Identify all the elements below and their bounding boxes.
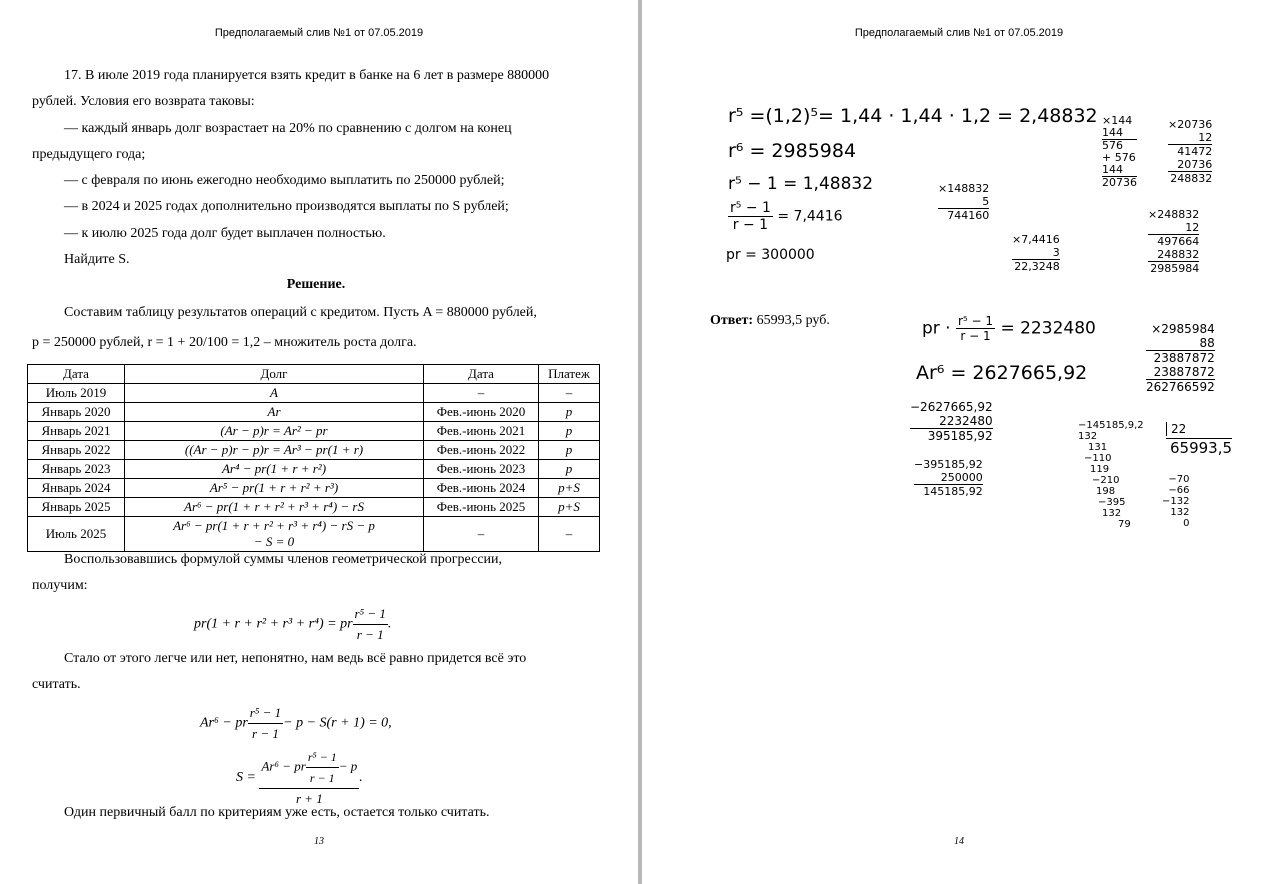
calc-line: 41472 bbox=[1168, 144, 1212, 158]
table-cell: Июль 2025 bbox=[28, 517, 125, 552]
calc-line: ×144 bbox=[1102, 114, 1133, 127]
handwritten-text: pr · bbox=[922, 318, 951, 339]
handwritten-line: pr = 300000 bbox=[726, 247, 815, 263]
para-2-line-1: Стало от этого легче или нет, непонятно, нам ведь всё равно придется всё это bbox=[64, 651, 527, 666]
fraction-numerator: r⁵ − 1 bbox=[353, 604, 388, 625]
table-cell: Январь 2020 bbox=[28, 403, 125, 422]
fraction-denominator: r − 1 bbox=[960, 329, 991, 343]
handwritten-value: = 7,4416 bbox=[777, 208, 843, 225]
calc-line: −395 bbox=[1098, 497, 1126, 508]
calc-line: 20736 bbox=[1177, 158, 1213, 171]
calc-line: ×148832 bbox=[938, 182, 990, 195]
formula-1-fraction bbox=[353, 604, 388, 645]
handwritten-line: r⁵ =(1,2)⁵= 1,44 · 1,44 · 1,2 = 2,48832 bbox=[728, 105, 1098, 127]
calc-line: −2627665,92 bbox=[910, 400, 993, 414]
table-cell: p bbox=[539, 441, 600, 460]
calc-line: 395185,92 bbox=[910, 428, 993, 443]
answer-label: Ответ: bbox=[710, 313, 754, 328]
table-cell: Фев.-июнь 2022 bbox=[424, 441, 539, 460]
calc-line: 119 bbox=[1090, 464, 1110, 475]
table-cell: Фев.-июнь 2024 bbox=[424, 479, 539, 498]
table-row bbox=[28, 479, 600, 498]
table-row bbox=[28, 441, 600, 460]
calc-line: 88 bbox=[1199, 336, 1215, 350]
calc-line: ×248832 bbox=[1148, 208, 1200, 221]
table-cell: ((Ar − p)r − p)r = Ar³ − pr(1 + r) bbox=[125, 441, 424, 460]
table-row bbox=[28, 460, 600, 479]
page-number: 14 bbox=[954, 836, 964, 847]
table-cell: Фев.-июнь 2023 bbox=[424, 460, 539, 479]
calc-line: −70 bbox=[1168, 474, 1190, 485]
page-header: Предполагаемый слив №1 от 07.05.2019 bbox=[854, 27, 1064, 39]
answer bbox=[710, 312, 830, 330]
fraction-denominator: r − 1 bbox=[252, 726, 279, 741]
page-14 bbox=[642, 0, 1276, 884]
table-header-row bbox=[28, 365, 600, 384]
page-number: 13 bbox=[314, 836, 324, 847]
table-cell bbox=[125, 517, 424, 552]
calc-line: −145185,9,2 bbox=[1078, 420, 1144, 431]
formula-1-left: pr(1 + r + r² + r³ + r⁴) = pr bbox=[194, 616, 353, 632]
calc-line: 145185,92 bbox=[914, 484, 983, 498]
table-cell-line: − S = 0 bbox=[253, 534, 295, 549]
handwritten-calc bbox=[1102, 115, 1137, 189]
formula-2-left: Ar⁶ − pr bbox=[200, 715, 248, 731]
page-header: Предполагаемый слив №1 от 07.05.2019 bbox=[214, 27, 424, 39]
table-cell: p+S bbox=[539, 479, 600, 498]
handwritten-calc bbox=[1146, 322, 1215, 394]
calc-line: 0 bbox=[1183, 518, 1190, 529]
calc-line: 22,3248 bbox=[1012, 259, 1060, 273]
calc-line: + 576 bbox=[1102, 151, 1136, 164]
table-cell: Январь 2023 bbox=[28, 460, 125, 479]
calc-line: 23887872 bbox=[1146, 350, 1215, 365]
table-row bbox=[28, 498, 600, 517]
problem-line-1: 17. В июле 2019 года планируется взять кредит в банке на 6 лет в размере 880000 bbox=[64, 68, 550, 83]
calc-line: −210 bbox=[1092, 475, 1120, 486]
handwritten-value: = 2232480 bbox=[1000, 318, 1096, 339]
table-cell: Фев.-июнь 2021 bbox=[424, 422, 539, 441]
table-cell: – bbox=[424, 517, 539, 552]
calc-line: 248832 bbox=[1157, 248, 1200, 261]
handwritten-calc bbox=[914, 458, 983, 498]
table-cell: p bbox=[539, 460, 600, 479]
table-cell: Фев.-июнь 2020 bbox=[424, 403, 539, 422]
calc-line: 144 bbox=[1102, 163, 1123, 176]
problem-line-2: рублей. Условия его возврата таковы: bbox=[32, 94, 255, 109]
calc-line: 144 bbox=[1102, 126, 1123, 139]
calc-line: 132 bbox=[1170, 507, 1190, 518]
formula-1-end: . bbox=[387, 616, 392, 632]
table-header: Долг bbox=[125, 365, 424, 384]
table-cell-line: Ar⁶ − pr(1 + r + r² + r³ + r⁴) − rS − p bbox=[173, 518, 375, 533]
calc-line: ×2985984 bbox=[1151, 322, 1215, 336]
table-header: Дата bbox=[424, 365, 539, 384]
calc-line: 250000 bbox=[940, 471, 983, 484]
handwritten-divisor: 22 bbox=[1166, 422, 1186, 436]
para-2-line-2: считать. bbox=[32, 677, 81, 692]
problem-line-5: — с февраля по июнь ежегодно необходимо выплатить по 250000 рублей; bbox=[64, 173, 505, 188]
table-row bbox=[28, 403, 600, 422]
handwritten-calc bbox=[1162, 474, 1189, 529]
formula-3-end: . bbox=[359, 770, 363, 786]
problem-line-8: Найдите S. bbox=[64, 252, 130, 267]
calc-line: 198 bbox=[1096, 486, 1116, 497]
calc-line: 20736 bbox=[1102, 176, 1137, 189]
calc-line: −110 bbox=[1084, 453, 1112, 464]
table-cell: Январь 2022 bbox=[28, 441, 125, 460]
handwritten-quotient: 65993,5 bbox=[1166, 438, 1232, 457]
table-cell: Ar⁶ − pr(1 + r + r² + r³ + r⁴) − rS bbox=[125, 498, 424, 517]
table-cell: – bbox=[539, 384, 600, 403]
handwritten-fraction-line bbox=[728, 200, 843, 233]
inner-fraction bbox=[306, 747, 339, 788]
calc-line: 132 bbox=[1078, 431, 1098, 442]
calc-line: −66 bbox=[1168, 485, 1190, 496]
problem-line-4: предыдущего года; bbox=[32, 147, 146, 162]
handwritten-fraction bbox=[956, 314, 995, 343]
fraction-denominator: r − 1 bbox=[356, 627, 384, 642]
calc-line: −132 bbox=[1162, 496, 1190, 507]
calc-line: 131 bbox=[1088, 442, 1108, 453]
inner-numerator: r⁵ − 1 bbox=[306, 747, 339, 768]
formula-2-right: − p − S(r + 1) = 0, bbox=[283, 715, 392, 731]
calc-line: 5 bbox=[982, 195, 990, 208]
debt-table bbox=[27, 364, 600, 552]
handwritten-calc bbox=[1168, 118, 1212, 185]
solution-title: Решение. bbox=[286, 277, 346, 292]
handwritten-calc bbox=[1012, 233, 1060, 273]
table-row bbox=[28, 517, 600, 552]
table-cell: p bbox=[539, 422, 600, 441]
table-cell: Июль 2019 bbox=[28, 384, 125, 403]
table-row bbox=[28, 384, 600, 403]
handwritten-long-division bbox=[1078, 420, 1144, 530]
table-cell: p+S bbox=[539, 498, 600, 517]
calc-line: −395185,92 bbox=[914, 458, 983, 471]
calc-line: 79 bbox=[1118, 519, 1131, 530]
calc-line: ×7,4416 bbox=[1012, 233, 1060, 246]
problem-line-3: — каждый январь долг возрастает на 20% по сравнению с долгом на конец bbox=[64, 121, 512, 136]
formula-1 bbox=[194, 604, 391, 645]
fraction-denominator: r − 1 bbox=[732, 217, 769, 233]
formula-3-fraction bbox=[259, 747, 359, 809]
formula-2-fraction bbox=[248, 703, 283, 744]
handwritten-fraction bbox=[728, 200, 773, 233]
handwritten-line: Ar⁶ = 2627665,92 bbox=[916, 362, 1088, 384]
calc-line: 12 bbox=[1185, 221, 1200, 234]
problem-line-6: — в 2024 и 2025 годах дополнительно производятся выплаты по S рублей; bbox=[64, 199, 509, 214]
calc-line: 12 bbox=[1198, 131, 1213, 144]
table-cell: Январь 2021 bbox=[28, 422, 125, 441]
calc-line: 2232480 bbox=[939, 414, 993, 428]
handwritten-fraction-line bbox=[922, 314, 1096, 343]
calc-line: 2985984 bbox=[1148, 261, 1199, 275]
calc-line: 576 bbox=[1102, 139, 1137, 152]
calc-line: 3 bbox=[1052, 246, 1060, 259]
answer-value: 65993,5 руб. bbox=[756, 313, 830, 328]
fraction-numerator bbox=[259, 747, 359, 789]
fraction-numerator: r⁵ − 1 bbox=[958, 314, 994, 328]
table-row bbox=[28, 422, 600, 441]
fraction-numerator: r⁵ − 1 bbox=[730, 200, 771, 216]
problem-line-7: — к июлю 2025 года долг будет выплачен полностью. bbox=[64, 226, 386, 241]
numerator-part: Ar⁶ − pr bbox=[261, 758, 306, 774]
numerator-part: − p bbox=[338, 758, 358, 774]
handwritten-calc bbox=[1148, 208, 1199, 275]
table-header: Платеж bbox=[539, 365, 600, 384]
table-cell: (Ar − p)r = Ar² − pr bbox=[125, 422, 424, 441]
calc-line: ×20736 bbox=[1168, 118, 1213, 131]
after-table-line-2: получим: bbox=[32, 578, 88, 593]
table-cell: Ar⁵ − pr(1 + r + r² + r³) bbox=[125, 479, 424, 498]
table-cell: Фев.-июнь 2025 bbox=[424, 498, 539, 517]
calc-line: 248832 bbox=[1168, 171, 1212, 185]
intro-line-2: p = 250000 рублей, r = 1 + 20/100 = 1,2 – множитель роста долга. bbox=[32, 335, 417, 350]
formula-3-left: S = bbox=[236, 770, 256, 786]
table-cell: Ar⁴ − pr(1 + r + r²) bbox=[125, 460, 424, 479]
calc-line: 132 bbox=[1102, 508, 1122, 519]
after-table-line-1: Воспользовавшись формулой суммы членов геометрической прогрессии, bbox=[64, 552, 503, 567]
table-cell: Январь 2024 bbox=[28, 479, 125, 498]
inner-denominator: r − 1 bbox=[309, 771, 335, 785]
handwritten-line: r⁵ − 1 = 1,48832 bbox=[728, 174, 874, 194]
table-header: Дата bbox=[28, 365, 125, 384]
table-cell: A bbox=[125, 384, 424, 403]
table-cell: – bbox=[539, 517, 600, 552]
table-cell: – bbox=[424, 384, 539, 403]
formula-3 bbox=[236, 747, 363, 809]
fraction-numerator: r⁵ − 1 bbox=[248, 703, 283, 724]
calc-line: 262766592 bbox=[1146, 380, 1215, 394]
handwritten-calc bbox=[910, 400, 993, 443]
closing-line: Один первичный балл по критериям уже есть, остается только считать. bbox=[64, 805, 490, 820]
fraction-denominator: r + 1 bbox=[295, 791, 323, 806]
handwritten-calc bbox=[938, 182, 989, 222]
calc-line: 497664 bbox=[1148, 234, 1199, 248]
intro-line-1: Составим таблицу результатов операций с кредитом. Пусть A = 880000 рублей, bbox=[64, 305, 537, 320]
formula-2 bbox=[200, 703, 392, 744]
table-cell: Ar bbox=[125, 403, 424, 422]
handwritten-line: r⁶ = 2985984 bbox=[728, 140, 857, 162]
table-cell: Январь 2025 bbox=[28, 498, 125, 517]
table-cell: p bbox=[539, 403, 600, 422]
calc-line: 23887872 bbox=[1153, 365, 1215, 379]
calc-line: 744160 bbox=[938, 208, 989, 222]
